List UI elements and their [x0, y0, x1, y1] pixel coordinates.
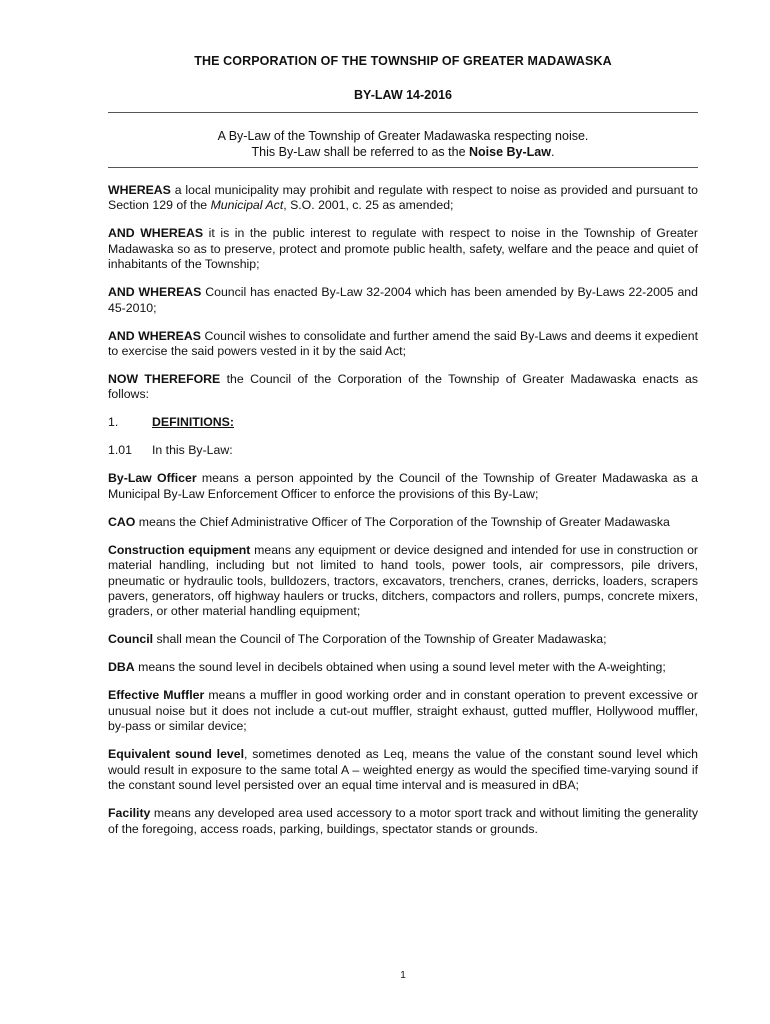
- subsection-number: 1.01: [108, 443, 132, 458]
- section-heading: [108, 415, 698, 430]
- section-number: 1.: [108, 415, 119, 430]
- definition-text: means the Chief Administrative Officer of The Corporation of the Township of Greater Madawaska: [135, 514, 670, 529]
- recital-text: Council has enacted By-Law 32-2004 which has been amended by By-Laws 22-2005 and 45-2010;: [108, 285, 698, 315]
- recital-text: it is in the public interest to regulate with respect to noise in the Township of Greater Madawaska so as to preserve, protect and promote public health, safety, welfare and the peace and quiet of inhabitants of the Township;: [108, 226, 698, 272]
- definition-text: means a muffler in good working order and in constant operation to prevent excessive or unusual noise but it does not include a cut-out muffler, straight exhaust, gutted muffler, Hollywood muffler, by-pass or similar device;: [108, 688, 698, 734]
- bylaw-number: BY-LAW 14-2016: [354, 88, 452, 102]
- recital-lead: NOW THEREFORE: [108, 372, 221, 387]
- short-title: Noise By-Law: [469, 145, 551, 159]
- definition-term: CAO: [108, 514, 136, 529]
- recital-lead: AND WHEREAS: [108, 328, 201, 343]
- bottom-divider: [108, 167, 698, 168]
- act-name: Municipal Act: [210, 198, 284, 213]
- definition-item: [108, 660, 698, 675]
- definition-item: [108, 806, 698, 837]
- definition-term: DBA: [108, 660, 135, 675]
- recital-text: Council wishes to consolidate and further amend the said By-Laws and deems it expedient to exercise the said powers vested in it by the said Act;: [108, 328, 698, 359]
- definition-term: Construction equipment: [108, 542, 251, 557]
- recital-lead: AND WHEREAS: [108, 285, 202, 300]
- definition-term: Equivalent sound level: [108, 747, 244, 762]
- definition-text: , sometimes denoted as Leq, means the value of the constant sound level which would result in exposure to the same total A – weighted energy as would the specified time-varying sound if the constant sound level persisted over an equal time interval and is measured in dBA;: [108, 747, 698, 793]
- recital-5: [108, 372, 698, 403]
- definition-text: shall mean the Council of The Corporation of the Township of Greater Madawaska;: [153, 632, 607, 647]
- definition-term: Effective Muffler: [108, 688, 205, 703]
- recital-text: a local municipality may prohibit and regulate with respect to noise as provided and pursuant to Section 129 of the: [108, 183, 698, 213]
- definition-text: means a person appointed by the Council of the Township of Greater Madawaska as a Municipal By-Law Enforcement Officer to enforce the provisions of this By-Law;: [108, 471, 699, 501]
- definition-text: means any equipment or device designed and intended for use in construction or material handling, including but not limited to hand tools, power tools, air compressors, pile drivers, pneumatic or hydraulic tools, bulldozers, tractors, excavators, trenchers, cranes, derricks, loaders, scrapers pavers, generators, off highway haulers or trucks, ditchers, compactors and rollers, pumps, concrete mixers, graders, or other material handling equipment;: [108, 542, 699, 619]
- recital-text: the Council of the Corporation of the Township of Greater Madawaska enacts as follows:: [108, 372, 698, 402]
- subsection: [108, 443, 698, 458]
- recital-text: , S.O. 2001, c. 25 as amended;: [283, 198, 454, 213]
- definition-item: [108, 688, 698, 734]
- intro-line-2: [108, 144, 698, 160]
- definition-item: [108, 632, 698, 647]
- definition-item: [108, 515, 698, 530]
- definition-term: Council: [108, 632, 154, 647]
- intro-line-2-suffix: .: [550, 145, 555, 159]
- definition-item: [108, 747, 698, 793]
- intro-line-2-prefix: This By-Law shall be referred to as the: [251, 145, 469, 159]
- section-title: DEFINITIONS:: [152, 415, 234, 430]
- definition-term: Facility: [108, 806, 151, 821]
- recital-lead: WHEREAS: [108, 183, 171, 197]
- definition-text: means any developed area used accessory to a motor sport track and without limiting the generality of the foregoing, access roads, parking, buildings, spectator stands or grounds.: [108, 806, 698, 836]
- top-divider: [108, 112, 698, 113]
- document-title: THE CORPORATION OF THE TOWNSHIP OF GREATER MADAWASKA: [194, 54, 612, 68]
- recital-4: [108, 329, 698, 360]
- intro-block: [108, 128, 698, 160]
- subsection-text: In this By-Law:: [152, 443, 233, 458]
- recital-1: [108, 183, 698, 214]
- intro-line-1: A By-Law of the Township of Greater Madawaska respecting noise.: [217, 129, 589, 143]
- recital-2: [108, 226, 698, 272]
- definition-item: [108, 471, 698, 502]
- definition-item: [108, 543, 698, 620]
- document-body: [108, 183, 698, 850]
- definition-text: means the sound level in decibels obtained when using a sound level meter with the A-weighting;: [134, 660, 666, 675]
- recital-lead: AND WHEREAS: [108, 226, 204, 241]
- recital-3: [108, 285, 698, 316]
- definition-term: By-Law Officer: [108, 471, 197, 486]
- page-number: 1: [400, 970, 406, 981]
